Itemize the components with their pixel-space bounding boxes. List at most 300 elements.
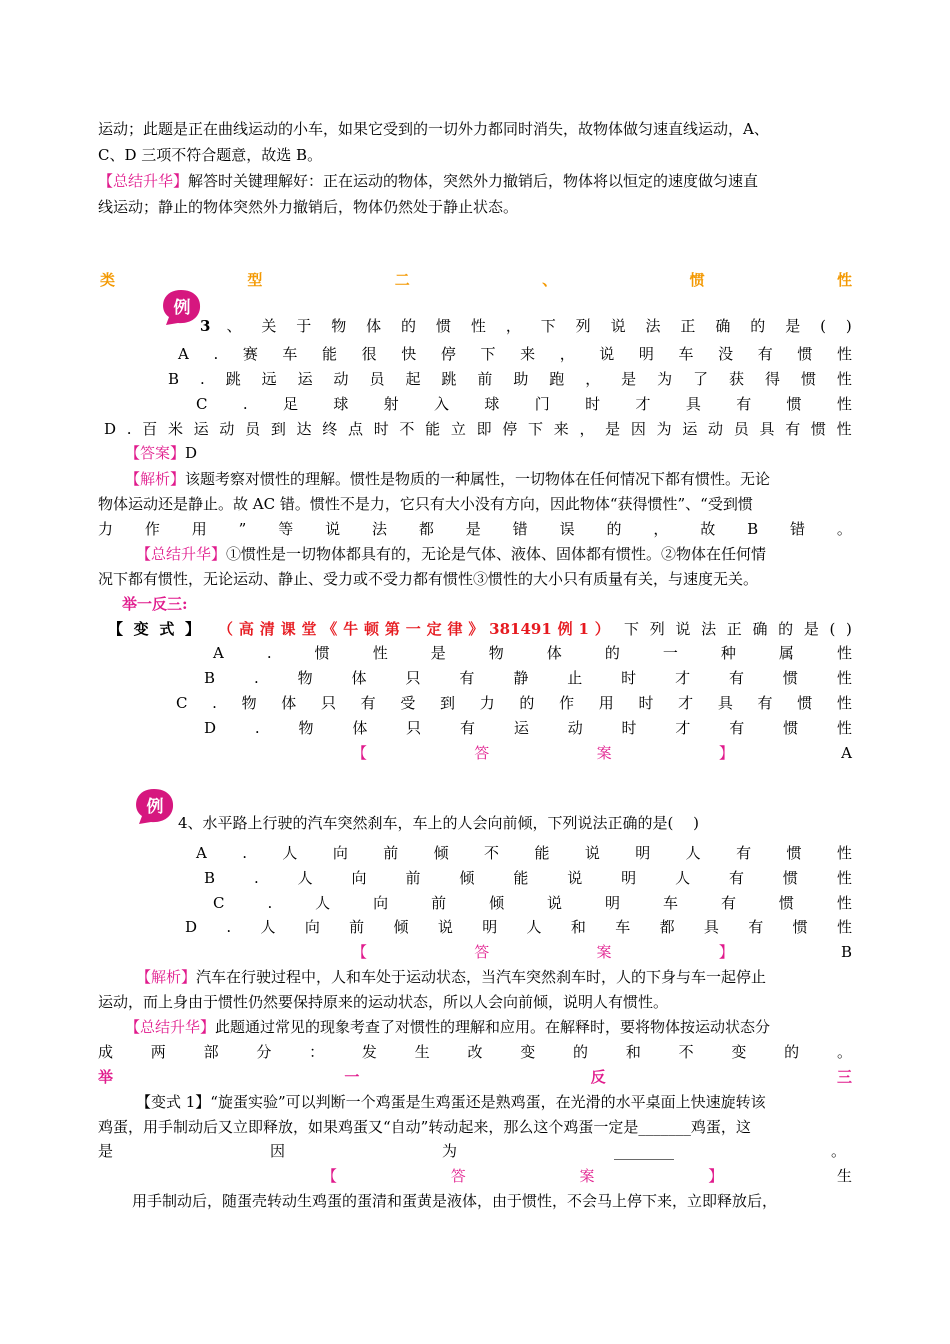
text-char: 为 bbox=[657, 370, 673, 388]
text-char: 运 bbox=[513, 719, 529, 737]
example-badge-icon bbox=[160, 288, 202, 326]
text-char: 成 bbox=[98, 1043, 114, 1061]
text-char: 【 bbox=[352, 943, 368, 961]
text-char: 有 bbox=[729, 719, 745, 737]
text-char: 性 bbox=[836, 719, 852, 737]
text-char: 停 bbox=[502, 420, 518, 438]
option-a bbox=[196, 842, 852, 864]
text-char: 起 bbox=[405, 370, 421, 388]
text-char: D bbox=[204, 719, 217, 737]
text-char: 都 bbox=[418, 520, 434, 538]
text-char: 变 bbox=[731, 1043, 747, 1061]
text-char: 足 bbox=[282, 395, 298, 413]
text-char: 前 bbox=[477, 370, 493, 388]
text-char: . bbox=[242, 395, 248, 413]
text-line bbox=[98, 518, 852, 540]
text-char: 倾 bbox=[433, 844, 449, 862]
text-char: 1 bbox=[578, 620, 589, 638]
text-char: 性 bbox=[836, 395, 852, 413]
text-char: 答 bbox=[450, 1167, 466, 1185]
text-char: 达 bbox=[296, 420, 312, 438]
text-char: ( bbox=[820, 317, 826, 335]
variant-question bbox=[108, 618, 852, 640]
text-char: 【 bbox=[352, 744, 368, 762]
text-char: 性 bbox=[836, 370, 852, 388]
text-char: B bbox=[747, 520, 759, 538]
option-b bbox=[168, 368, 852, 390]
text-char: 物 bbox=[331, 317, 347, 335]
text-char: 明 bbox=[482, 918, 498, 936]
text-char: 人 bbox=[260, 918, 276, 936]
example4-question: 4、水平路上行驶的汽车突然刹车，车上的人会向前倾，下列说法正确的是( ) bbox=[178, 814, 700, 832]
text-char: 助 bbox=[513, 370, 529, 388]
text-char: 的 bbox=[604, 644, 620, 662]
text-char: 用 bbox=[191, 520, 207, 538]
text-char: 【 bbox=[322, 1167, 338, 1185]
text-char: 人 bbox=[315, 894, 331, 912]
text-char: 正 bbox=[726, 620, 742, 638]
text-char: 作 bbox=[559, 694, 575, 712]
text-char: 正 bbox=[680, 317, 696, 335]
text-char: 是 bbox=[430, 644, 446, 662]
text-char: 案 bbox=[596, 744, 612, 762]
variant-line: 是 因 为 ________ 。 bbox=[98, 1142, 846, 1160]
text-char: 部 bbox=[203, 1043, 219, 1061]
text-char: 顿 bbox=[364, 620, 380, 638]
text-char: 明 bbox=[621, 869, 637, 887]
text-char: 到 bbox=[440, 694, 456, 712]
text-char: 体 bbox=[352, 719, 368, 737]
text-char: 列 bbox=[575, 317, 591, 335]
text-char: 具 bbox=[685, 395, 701, 413]
text-char: 明 bbox=[638, 345, 654, 363]
text-char: 惯 bbox=[786, 395, 802, 413]
text-char: 前 bbox=[405, 869, 421, 887]
text-char: 时 bbox=[585, 395, 601, 413]
text-char: 惯 bbox=[314, 644, 330, 662]
text-char: 说 bbox=[547, 894, 563, 912]
text-char: B bbox=[204, 869, 216, 887]
text-char: 有 bbox=[736, 395, 752, 413]
text-char: 体 bbox=[281, 694, 297, 712]
option-a bbox=[178, 343, 852, 365]
text-char: 法 bbox=[701, 620, 717, 638]
text-char: A bbox=[196, 844, 207, 862]
text-char: 停 bbox=[440, 345, 456, 363]
text-char: 向 bbox=[373, 894, 389, 912]
text-char: 属 bbox=[778, 644, 794, 662]
text-char: 惯 bbox=[797, 694, 813, 712]
text-char: 力 bbox=[98, 520, 114, 538]
text-char: 了 bbox=[693, 370, 709, 388]
text-char: C bbox=[196, 395, 208, 413]
text-char: 故 bbox=[700, 520, 716, 538]
text-char: 才 bbox=[635, 395, 651, 413]
text-char: 球 bbox=[484, 395, 500, 413]
text-char: 立 bbox=[450, 420, 466, 438]
text-char: 性 bbox=[836, 918, 852, 936]
text-char: . bbox=[242, 844, 248, 862]
text-char: 员 bbox=[245, 420, 261, 438]
text-char: 有 bbox=[736, 844, 752, 862]
text-char: 终 bbox=[322, 420, 338, 438]
text-char: 第 bbox=[384, 620, 400, 638]
text-line: 物体运动还是静止。故 AC 错。惯性不是力，它只有大小没有方向，因此物体“获得惯性”、“受到惯 bbox=[98, 495, 753, 513]
text-char: 跳 bbox=[441, 370, 457, 388]
text-char: 的 bbox=[784, 1043, 800, 1061]
text-char: 答 bbox=[474, 744, 490, 762]
text-char: 运 bbox=[682, 420, 698, 438]
text-char: 人 bbox=[675, 869, 691, 887]
text-char: 惯 bbox=[783, 719, 799, 737]
text-char: . bbox=[253, 869, 259, 887]
summary-tag: 【总结升华】 bbox=[98, 172, 189, 190]
option-c bbox=[176, 692, 852, 714]
text-char: 跑 bbox=[549, 370, 565, 388]
text-char: 二 bbox=[394, 271, 410, 289]
text-char: 向 bbox=[351, 869, 367, 887]
text-char: 性 bbox=[836, 345, 852, 363]
text-char: ， bbox=[559, 345, 575, 363]
section-heading bbox=[100, 269, 852, 291]
text-char: 确 bbox=[715, 317, 731, 335]
text-char: 惯 bbox=[792, 918, 808, 936]
text-char: 有 bbox=[729, 869, 745, 887]
text-char: 。 bbox=[836, 520, 852, 538]
text-char: 门 bbox=[534, 395, 550, 413]
answer-line bbox=[352, 742, 852, 764]
text-char: 误 bbox=[559, 520, 575, 538]
text-char: 关 bbox=[261, 317, 277, 335]
text-char: ) bbox=[846, 620, 852, 638]
text-char: 车 bbox=[615, 918, 631, 936]
text-char: 说 bbox=[437, 918, 453, 936]
text-char: 前 bbox=[383, 844, 399, 862]
text-char: 】 bbox=[718, 943, 734, 961]
text-char: 来 bbox=[553, 420, 569, 438]
text-char: 静 bbox=[513, 669, 529, 687]
text-char: 是 bbox=[621, 370, 637, 388]
text-char: 用 bbox=[598, 694, 614, 712]
text-char: 惯 bbox=[797, 345, 813, 363]
text-char: 是 bbox=[785, 317, 801, 335]
text-char: 有 bbox=[729, 669, 745, 687]
text-char: 是 bbox=[803, 620, 819, 638]
text-char: 点 bbox=[347, 420, 363, 438]
text-char: 错 bbox=[790, 520, 806, 538]
text-char: 性 bbox=[836, 669, 852, 687]
text-char: 因 bbox=[630, 420, 646, 438]
text-line bbox=[98, 1041, 852, 1063]
summary-line: 【总结升华】①惯性是一切物体都具有的，无论是气体、液体、固体都有惯性。②物体在任何情 bbox=[136, 545, 767, 563]
text-char: 有 bbox=[757, 345, 773, 363]
text-char: 的 bbox=[573, 1043, 589, 1061]
text-char: 不 bbox=[484, 844, 500, 862]
text-char: 下 bbox=[528, 420, 544, 438]
text-char: . bbox=[212, 694, 217, 712]
text-char: 的 bbox=[606, 520, 622, 538]
text-char: B bbox=[840, 943, 852, 961]
text-char: ， bbox=[579, 420, 595, 438]
text-char: A bbox=[178, 345, 189, 363]
text-char: 力 bbox=[479, 694, 495, 712]
text-char: B bbox=[204, 669, 216, 687]
text-char: 才 bbox=[678, 694, 694, 712]
text-char: 到 bbox=[270, 420, 286, 438]
text-char: 倾 bbox=[459, 869, 475, 887]
text-line: 运动，而上身由于惯性仍然要保持原来的运动状态，所以人会向前倾，说明人有惯性。 bbox=[98, 993, 669, 1011]
text-line: 用手制动后，随蛋壳转动生鸡蛋的蛋清和蛋黄是液体，由于惯性，不会马上停下来，立即释放后， bbox=[132, 1192, 778, 1210]
text-char: 时 bbox=[621, 669, 637, 687]
practice-title: 举一反三: bbox=[122, 595, 188, 613]
text-char: 物 bbox=[297, 669, 313, 687]
text-char: 发 bbox=[361, 1043, 377, 1061]
text-char: 运 bbox=[297, 370, 313, 388]
text-char: ， bbox=[653, 520, 669, 538]
text-char: 惯 bbox=[782, 669, 798, 687]
text-char: 能 bbox=[534, 844, 550, 862]
option-b bbox=[204, 867, 852, 889]
text-char: 性 bbox=[836, 869, 852, 887]
text-char: 型 bbox=[247, 271, 263, 289]
text-char: 物 bbox=[488, 644, 504, 662]
text-line: 况下都有惯性，无论运动、静止、受力或不受力都有惯性③惯性的大小只有质量有关，与速度无关。 bbox=[98, 570, 759, 588]
example-badge-icon bbox=[133, 787, 175, 825]
text-char: 动 bbox=[708, 420, 724, 438]
text-char: 能 bbox=[513, 869, 529, 887]
text-char: ( bbox=[829, 620, 836, 638]
option-c bbox=[196, 393, 852, 415]
text-char: 案 bbox=[579, 1167, 595, 1185]
text-char: ， bbox=[505, 317, 521, 335]
text-char: 获 bbox=[729, 370, 745, 388]
text-char: 和 bbox=[625, 1043, 641, 1061]
text-char: 射 bbox=[383, 395, 399, 413]
text-char: 动 bbox=[219, 420, 235, 438]
text-char: 的 bbox=[750, 317, 766, 335]
text-char: 的 bbox=[401, 317, 417, 335]
text-char: 惯 bbox=[800, 370, 816, 388]
text-char: 惯 bbox=[782, 869, 798, 887]
text-char: 向 bbox=[332, 844, 348, 862]
text-char: 时 bbox=[373, 420, 389, 438]
answer-line: 【答案】D bbox=[125, 444, 198, 462]
text-char: 律 bbox=[447, 620, 463, 638]
text-line: 运动；此题是正在曲线运动的小车，如果它受到的一切外力都同时消失，故物体做匀速直线运动，A、 bbox=[98, 120, 769, 138]
text-char: 很 bbox=[361, 345, 377, 363]
text-char: 性 bbox=[836, 694, 852, 712]
text-char: 《 bbox=[322, 620, 338, 638]
text-char: 性 bbox=[836, 894, 852, 912]
text-char: 性 bbox=[836, 644, 852, 662]
summary-line: 【总结升华】此题通过常见的现象考查了对惯性的理解和应用。在解释时，要将物体按运动状态分 bbox=[125, 1018, 771, 1036]
text-char: 具 bbox=[717, 694, 733, 712]
text-char: 跳 bbox=[225, 370, 241, 388]
svg-text:例: 例 bbox=[146, 797, 164, 817]
option-d bbox=[104, 418, 852, 440]
text-char: 种 bbox=[720, 644, 736, 662]
text-char: 错 bbox=[512, 520, 528, 538]
text-char: 不 bbox=[678, 1043, 694, 1061]
text-char: 清 bbox=[259, 620, 275, 638]
text-char: 分 bbox=[256, 1043, 272, 1061]
text-char: 快 bbox=[401, 345, 417, 363]
option-a bbox=[213, 642, 852, 664]
text-char: 堂 bbox=[301, 620, 317, 638]
text-char: 、 bbox=[226, 317, 242, 335]
text-char: 】 bbox=[718, 744, 734, 762]
option-c bbox=[213, 892, 852, 914]
text-char: 下 bbox=[480, 345, 496, 363]
text-char: D bbox=[104, 420, 117, 438]
text-char: 有 bbox=[720, 894, 736, 912]
text-char: A bbox=[841, 744, 852, 762]
text-char: 米 bbox=[167, 420, 183, 438]
text-char: 下 bbox=[540, 317, 556, 335]
text-char: 说 bbox=[325, 520, 341, 538]
text-char: 改 bbox=[467, 1043, 483, 1061]
text-char: 变 bbox=[520, 1043, 536, 1061]
text-char: 的 bbox=[778, 620, 794, 638]
text-char: . bbox=[213, 345, 219, 363]
text-char: 明 bbox=[635, 844, 651, 862]
text-char: ) bbox=[845, 317, 852, 335]
text-char: 有 bbox=[360, 694, 376, 712]
analysis-line: 【解析】汽车在行驶过程中，人和车处于运动状态，当汽车突然刹车时，人的下身与车一起停止 bbox=[136, 968, 767, 986]
text-char: 性 bbox=[372, 644, 388, 662]
text-char: 只 bbox=[406, 719, 422, 737]
text-char: 物 bbox=[241, 694, 257, 712]
option-d bbox=[185, 916, 852, 938]
text-line: C、D 三项不符合题意，故选 B。 bbox=[98, 146, 323, 164]
text-char: 和 bbox=[570, 918, 586, 936]
text-char: 来 bbox=[520, 345, 536, 363]
text-char: . bbox=[226, 918, 232, 936]
text-char: 生 bbox=[836, 1167, 852, 1185]
text-char: 有 bbox=[459, 669, 475, 687]
text-char: 惯 bbox=[435, 317, 451, 335]
text-char: 入 bbox=[434, 395, 450, 413]
text-char: 性 bbox=[836, 844, 852, 862]
summary-line: 【总结升华】解答时关键理解好：正在运动的物体，突然外力撤销后，物体将以恒定的速度做匀速直 bbox=[98, 172, 759, 190]
text-char: 人 bbox=[297, 869, 313, 887]
text-char: . bbox=[126, 420, 132, 438]
text-char: 牛 bbox=[343, 620, 359, 638]
text-char: 人 bbox=[685, 844, 701, 862]
text-char: 车 bbox=[662, 894, 678, 912]
text-char: 说 bbox=[567, 869, 583, 887]
text-char: 列 bbox=[649, 620, 665, 638]
text-char: . bbox=[199, 370, 205, 388]
text-char: 员 bbox=[733, 420, 749, 438]
text-char: 、 bbox=[542, 271, 558, 289]
text-char: 百 bbox=[142, 420, 158, 438]
text-char: 员 bbox=[369, 370, 385, 388]
text-char: 一 bbox=[662, 644, 678, 662]
text-char: 一 bbox=[405, 620, 421, 638]
practice-title bbox=[98, 1066, 852, 1088]
text-char: 性 bbox=[836, 271, 852, 289]
text-char: 有 bbox=[748, 918, 764, 936]
text-char: D bbox=[185, 918, 198, 936]
text-char: 倾 bbox=[489, 894, 505, 912]
text-char: 才 bbox=[675, 669, 691, 687]
text-char: 变 bbox=[133, 620, 149, 638]
text-char: 。 bbox=[836, 1043, 852, 1061]
text-char: 只 bbox=[320, 694, 336, 712]
text-char: 为 bbox=[656, 420, 672, 438]
text-char: 说 bbox=[584, 844, 600, 862]
text-char: 式 bbox=[159, 620, 175, 638]
text-char: . bbox=[267, 894, 273, 912]
text-line: 线运动；静止的物体突然外力撤销后，物体仍然处于静止状态。 bbox=[98, 198, 519, 216]
svg-text:例: 例 bbox=[173, 298, 191, 318]
text-char: . bbox=[253, 669, 259, 687]
text-char: C bbox=[176, 694, 188, 712]
text-char: 体 bbox=[366, 317, 382, 335]
text-char: 作 bbox=[144, 520, 160, 538]
text-char: 具 bbox=[759, 420, 775, 438]
analysis-line: 【解析】该题考察对惯性的理解。惯性是物质的一种属性，一切物体在任何情况下都有惯性。无论 bbox=[125, 470, 771, 488]
text-char: A bbox=[213, 644, 224, 662]
text-char: 惯 bbox=[778, 894, 794, 912]
text-char: 定 bbox=[426, 620, 442, 638]
text-char: 两 bbox=[150, 1043, 166, 1061]
text-char: 有 bbox=[460, 719, 476, 737]
text-char: 381491 bbox=[489, 620, 552, 638]
text-char: 于 bbox=[296, 317, 312, 335]
text-char: 才 bbox=[675, 719, 691, 737]
text-char: 向 bbox=[304, 918, 320, 936]
text-char: 止 bbox=[567, 669, 583, 687]
text-char: C bbox=[213, 894, 225, 912]
text-char: . bbox=[266, 644, 272, 662]
text-char: 性 bbox=[836, 420, 852, 438]
text-char: 类 bbox=[100, 271, 116, 289]
text-char: 例 bbox=[557, 620, 573, 638]
text-char: 性 bbox=[470, 317, 486, 335]
answer-line bbox=[322, 1165, 852, 1187]
text-char: 体 bbox=[351, 669, 367, 687]
text-char: 一 bbox=[344, 1068, 360, 1086]
text-char: 远 bbox=[261, 370, 277, 388]
text-char: 说 bbox=[599, 345, 615, 363]
text-char: 倾 bbox=[393, 918, 409, 936]
text-char: 动 bbox=[567, 719, 583, 737]
text-char: 法 bbox=[372, 520, 388, 538]
text-char: 运 bbox=[193, 420, 209, 438]
text-char: 人 bbox=[282, 844, 298, 862]
text-char: 体 bbox=[546, 644, 562, 662]
text-char: 高 bbox=[238, 620, 254, 638]
text-char: 明 bbox=[605, 894, 621, 912]
text-char: 具 bbox=[703, 918, 719, 936]
text-char: 】 bbox=[184, 620, 200, 638]
text-char: 下 bbox=[624, 620, 640, 638]
text-char: 受 bbox=[400, 694, 416, 712]
text-char: 等 bbox=[278, 520, 294, 538]
text-char: 物 bbox=[298, 719, 314, 737]
text-char: 惯 bbox=[689, 271, 705, 289]
text-char: 能 bbox=[425, 420, 441, 438]
text-char: 时 bbox=[638, 694, 654, 712]
text-char: 》 bbox=[468, 620, 484, 638]
text-char: 车 bbox=[282, 345, 298, 363]
text-char: 车 bbox=[678, 345, 694, 363]
text-char: ” bbox=[238, 520, 247, 538]
text-char: 时 bbox=[621, 719, 637, 737]
answer-line bbox=[352, 941, 852, 963]
